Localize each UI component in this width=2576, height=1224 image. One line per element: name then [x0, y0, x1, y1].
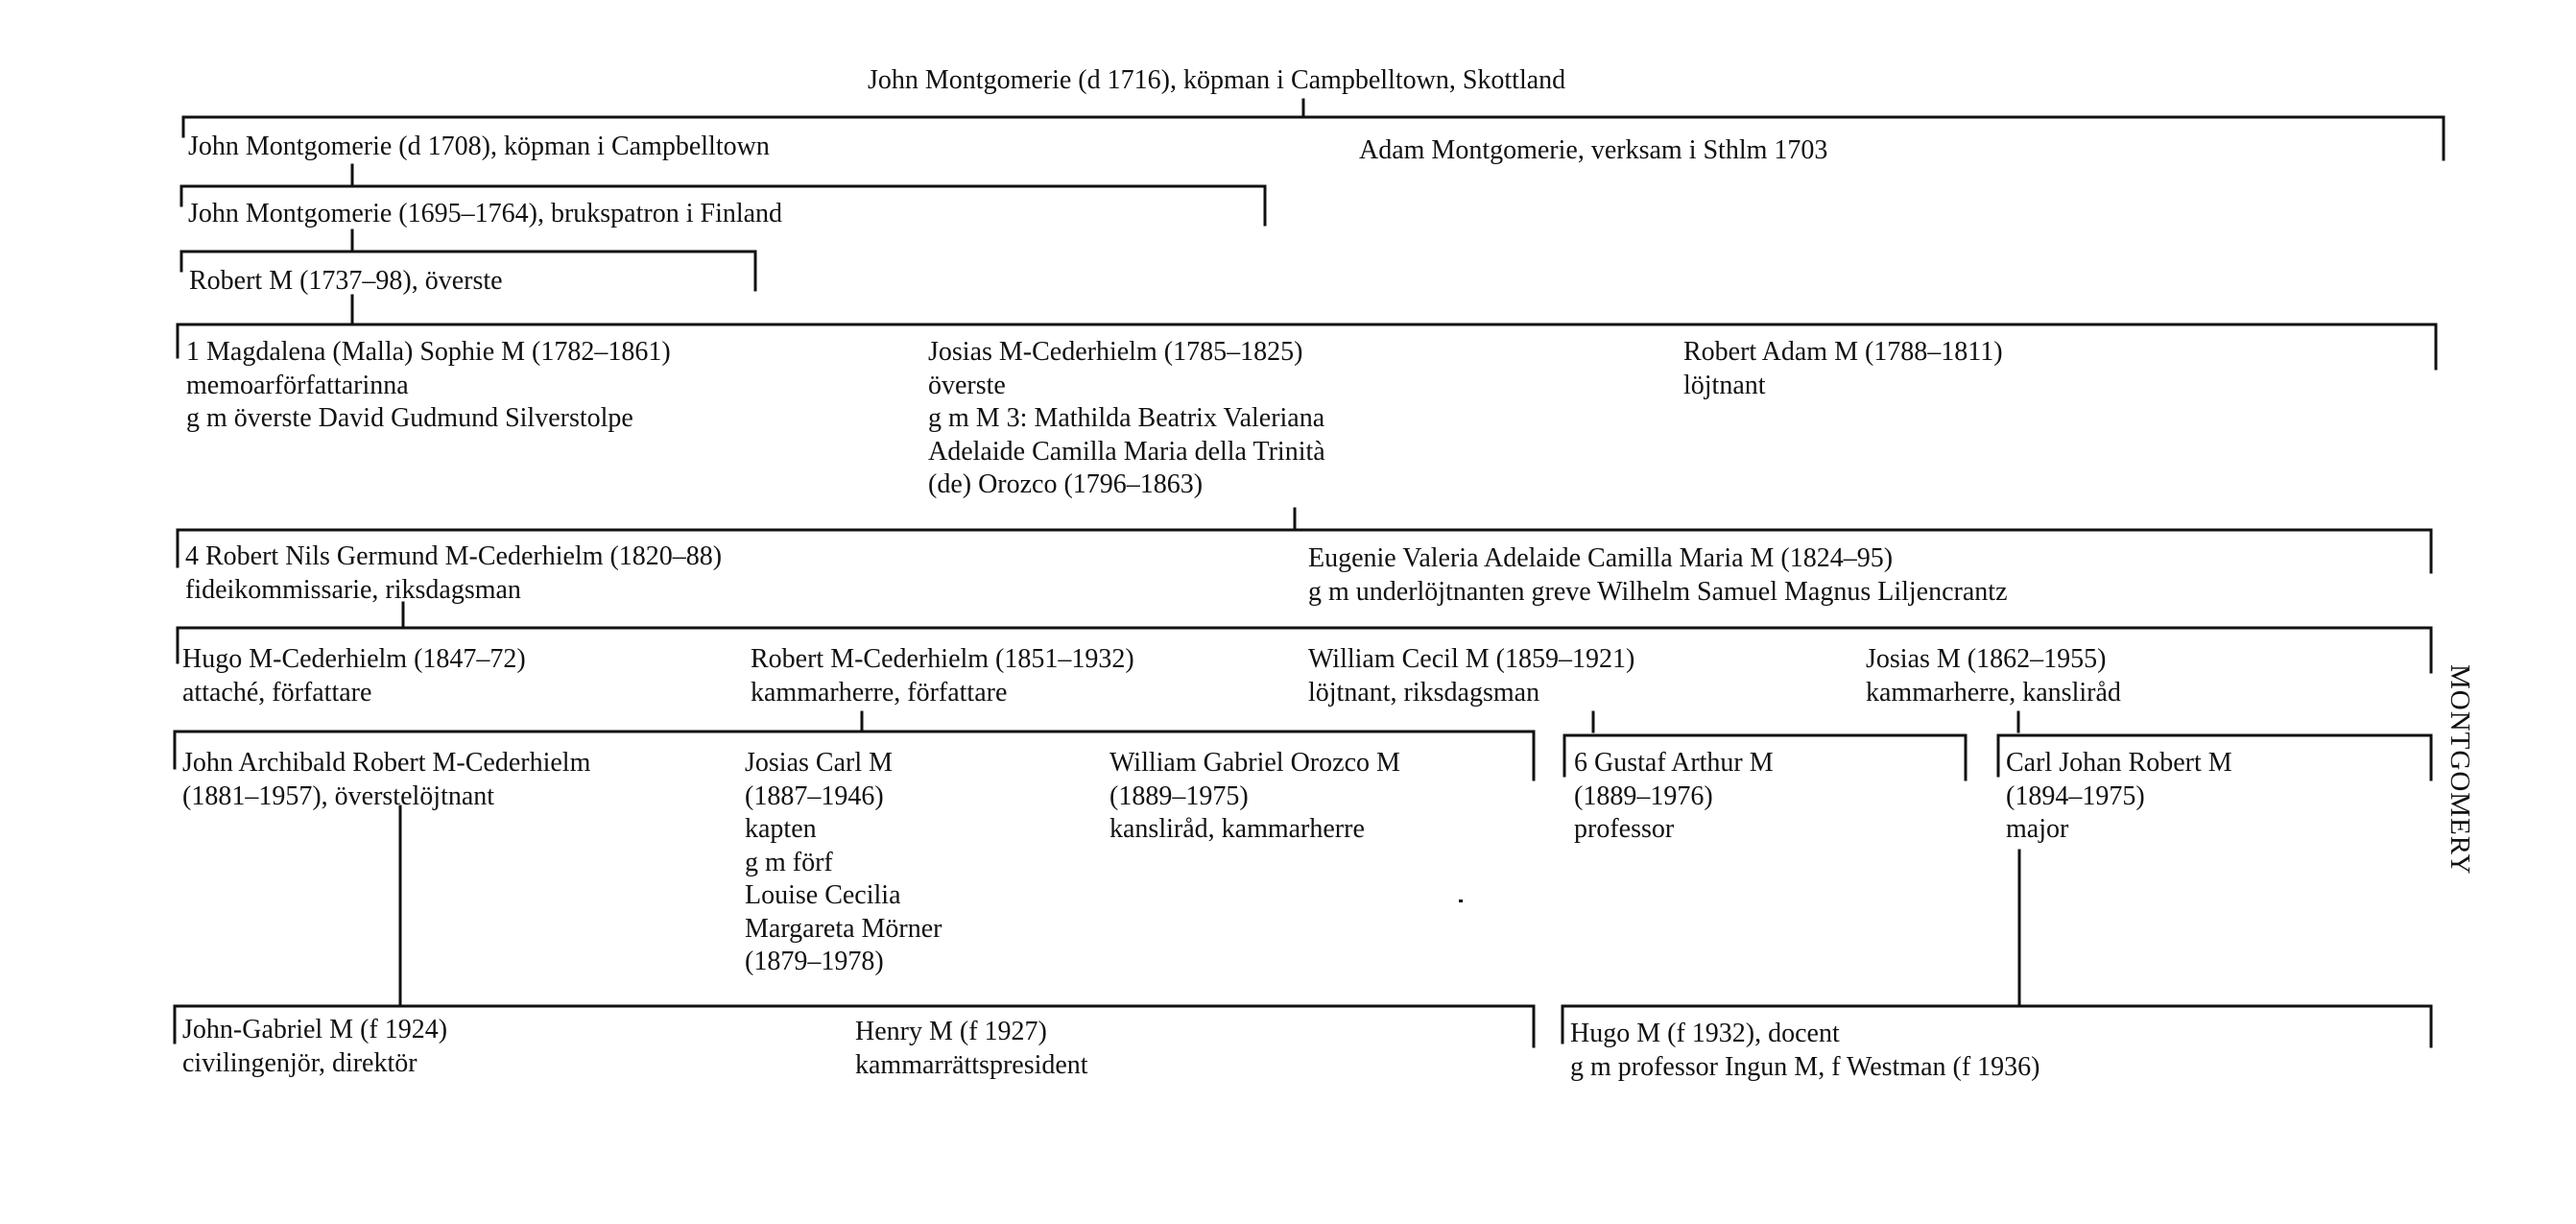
family-name-side-title: MONTGOMERY [2445, 664, 2475, 876]
person-hugo-m-1932: Hugo M (f 1932), docent g m professor Ingun M, f Westman (f 1936) [1570, 1019, 2040, 1082]
person-josias-carl-m: Josias Carl M (1887–1946) kapten g m förf Louise Cecilia Margareta Mörner (1879–1978) [745, 748, 942, 976]
person-john-gabriel-m: John-Gabriel M (f 1924) civilingenjör, direktör [182, 1015, 448, 1078]
stray-dot [1459, 900, 1463, 902]
person-john-montgomerie-1695: John Montgomerie (1695–1764), brukspatron i Finland [188, 199, 783, 228]
person-carl-johan-robert-m: Carl Johan Robert M (1894–1975) major [2006, 748, 2232, 844]
person-robert-m-cederhielm-1851: Robert M-Cederhielm (1851–1932) kammarherre, författare [751, 644, 1134, 708]
person-adam-montgomerie: Adam Montgomerie, verksam i Sthlm 1703 [1359, 135, 1828, 165]
person-robert-nils-germund: 4 Robert Nils Germund M-Cederhielm (1820–88) fideikommissarie, riksdagsman [185, 541, 723, 605]
person-robert-m-1737: Robert M (1737–98), överste [189, 266, 503, 296]
person-william-cecil-m: William Cecil M (1859–1921) löjtnant, riksdagsman [1308, 644, 1635, 708]
person-william-gabriel-orozco-m: William Gabriel Orozco M (1889–1975) kanslіråd, kammarherre [1109, 748, 1400, 844]
person-hugo-m-cederhielm-1847: Hugo M-Cederhielm (1847–72) attaché, författare [182, 644, 526, 708]
person-magdalena-sophie: 1 Magdalena (Malla) Sophie M (1782–1861) memoarförfattarinna g m överste David Gudmund Silverstolpe [186, 337, 671, 433]
person-john-archibald-robert: John Archibald Robert M-Cederhielm (1881–1957), överstelöjtnant [182, 748, 591, 811]
person-henry-m: Henry M (f 1927) kammarrättspresident [855, 1017, 1088, 1080]
person-gustaf-arthur-m: 6 Gustaf Arthur M (1889–1976) professor [1574, 748, 1774, 844]
person-robert-adam-m: Robert Adam M (1788–1811) löjtnant [1683, 337, 2003, 400]
person-josias-m-1862: Josias M (1862–1955) kammarherre, kansliråd [1866, 644, 2121, 708]
person-eugenie-valeria: Eugenie Valeria Adelaide Camilla Maria M (1824–95) g m underlöjtnanten greve Wilhelm Samuel Magnus Liljencrantz [1308, 543, 2008, 607]
person-john-montgomerie-1716: John Montgomerie (d 1716), köpman i Campbelltown, Skottland [868, 65, 1566, 95]
person-josias-m-cederhielm-1785: Josias M-Cederhielm (1785–1825) överste g m M 3: Mathilda Beatrix Valeriana Adelaide Camilla Maria della Trinità (de) Orozco (1796–1863) [928, 337, 1325, 499]
person-john-montgomerie-1708: John Montgomerie (d 1708), köpman i Campbelltown [188, 132, 770, 161]
